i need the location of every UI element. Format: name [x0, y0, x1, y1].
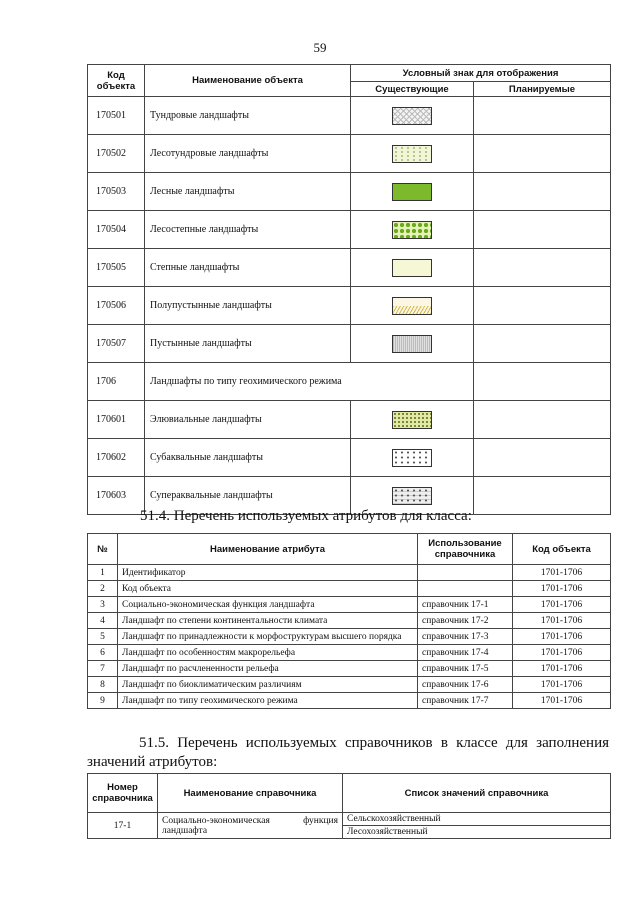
header-symbol: Условный знак для отображения	[351, 65, 611, 82]
reference-name: справочник 17-7	[418, 693, 513, 709]
legend-swatch	[392, 107, 432, 125]
table-row	[88, 325, 611, 363]
legend-swatch	[392, 297, 432, 315]
row-number: 6	[88, 645, 118, 661]
row-number: 5	[88, 629, 118, 645]
table-row	[88, 363, 611, 401]
object-code: 170502	[88, 135, 145, 173]
object-code: 170603	[88, 477, 145, 515]
row-number: 8	[88, 677, 118, 693]
reference-number: 17-1	[88, 813, 158, 839]
reference-name	[418, 581, 513, 597]
existing-symbol-cell	[351, 173, 474, 211]
existing-symbol-cell	[351, 287, 474, 325]
reference-name: справочник 17-2	[418, 613, 513, 629]
header-name: Наименование справочника	[158, 774, 343, 813]
object-code: 170503	[88, 173, 145, 211]
object-code: 1706	[88, 363, 145, 401]
header-ref: Использование справочника	[418, 534, 513, 565]
planned-symbol-cell	[474, 173, 611, 211]
table-row	[88, 597, 611, 613]
table-row	[88, 135, 611, 173]
row-number: 7	[88, 661, 118, 677]
legend-swatch	[392, 183, 432, 201]
reference-name: справочник 17-4	[418, 645, 513, 661]
object-name: Степные ландшафты	[145, 249, 351, 287]
planned-symbol-cell	[474, 135, 611, 173]
table-row	[88, 677, 611, 693]
legend-swatch	[392, 259, 432, 277]
table-row	[88, 249, 611, 287]
planned-symbol-cell	[474, 401, 611, 439]
legend-swatch	[392, 221, 432, 239]
attribute-name: Ландшафт по расчлененности рельефа	[118, 661, 418, 677]
table-row	[88, 97, 611, 135]
row-number: 3	[88, 597, 118, 613]
header-values: Список значений справочника	[343, 774, 611, 813]
attribute-name: Ландшафт по особенностям макрорельефа	[118, 645, 418, 661]
header-code: Код объекта	[88, 65, 145, 97]
object-code-range: 1701-1706	[513, 629, 611, 645]
table-row	[88, 287, 611, 325]
object-name: Пустынные ландшафты	[145, 325, 351, 363]
object-name: Лесные ландшафты	[145, 173, 351, 211]
object-code-range: 1701-1706	[513, 677, 611, 693]
legend-swatch	[392, 487, 432, 505]
reference-name: справочник 17-1	[418, 597, 513, 613]
object-code-range: 1701-1706	[513, 693, 611, 709]
object-name: Элювиальные ландшафты	[145, 401, 351, 439]
reference-name: справочник 17-6	[418, 677, 513, 693]
header-name: Наименование объекта	[145, 65, 351, 97]
object-code-range: 1701-1706	[513, 597, 611, 613]
legend-swatch	[392, 335, 432, 353]
attribute-name: Социально-экономическая функция ландшафта	[118, 597, 418, 613]
table-row	[88, 439, 611, 477]
object-name: Лесостепные ландшафты	[145, 211, 351, 249]
existing-symbol-cell	[351, 97, 474, 135]
object-code: 170602	[88, 439, 145, 477]
reference-value: Лесохозяйственный	[343, 826, 611, 839]
reference-name: справочник 17-3	[418, 629, 513, 645]
planned-symbol-cell	[474, 363, 611, 401]
attributes-table	[87, 533, 611, 709]
legend-swatch	[392, 449, 432, 467]
header-num: №	[88, 534, 118, 565]
row-number: 4	[88, 613, 118, 629]
object-code: 170504	[88, 211, 145, 249]
row-number: 2	[88, 581, 118, 597]
object-name: Лесотундровые ландшафты	[145, 135, 351, 173]
table-row	[88, 645, 611, 661]
table-row	[88, 211, 611, 249]
attribute-name: Код объекта	[118, 581, 418, 597]
existing-symbol-cell	[351, 439, 474, 477]
object-name: Супераквальные ландшафты	[145, 477, 351, 515]
legend-swatch	[392, 411, 432, 429]
existing-symbol-cell	[351, 135, 474, 173]
header-planned: Планируемые	[474, 82, 611, 97]
table-row	[88, 629, 611, 645]
header-code: Код объекта	[513, 534, 611, 565]
attribute-name: Ландшафт по принадлежности к морфоструктурам высшего порядка	[118, 629, 418, 645]
table-row	[88, 581, 611, 597]
planned-symbol-cell	[474, 477, 611, 515]
object-code: 170507	[88, 325, 145, 363]
row-number: 9	[88, 693, 118, 709]
object-code: 170505	[88, 249, 145, 287]
object-code-range: 1701-1706	[513, 613, 611, 629]
reference-name: справочник 17-5	[418, 661, 513, 677]
attribute-name: Идентификатор	[118, 565, 418, 581]
table-row	[88, 173, 611, 211]
section-heading-51-4: 51.4. Перечень используемых атрибутов для класса:	[140, 508, 472, 524]
existing-symbol-cell	[351, 211, 474, 249]
object-code: 170506	[88, 287, 145, 325]
legend-table	[87, 64, 611, 515]
planned-symbol-cell	[474, 97, 611, 135]
attribute-name: Ландшафт по степени континентальности климата	[118, 613, 418, 629]
row-number: 1	[88, 565, 118, 581]
object-code-range: 1701-1706	[513, 661, 611, 677]
object-name: Тундровые ландшафты	[145, 97, 351, 135]
table-row	[88, 401, 611, 439]
planned-symbol-cell	[474, 249, 611, 287]
table-row	[88, 613, 611, 629]
existing-symbol-cell	[351, 249, 474, 287]
attribute-name: Ландшафт по биоклиматическим различиям	[118, 677, 418, 693]
header-existing: Существующие	[351, 82, 474, 97]
header-attr: Наименование атрибута	[118, 534, 418, 565]
table-row	[88, 813, 611, 826]
object-code-range: 1701-1706	[513, 645, 611, 661]
header-num: Номер справочника	[88, 774, 158, 813]
table-row	[88, 693, 611, 709]
table-row	[88, 661, 611, 677]
object-name: Субаквальные ландшафты	[145, 439, 351, 477]
object-code: 170501	[88, 97, 145, 135]
existing-symbol-cell	[351, 325, 474, 363]
reference-name	[418, 565, 513, 581]
reference-name: Социально-экономическая функция ландшафта	[158, 813, 343, 839]
table-row	[88, 565, 611, 581]
planned-symbol-cell	[474, 287, 611, 325]
references-table	[87, 773, 611, 839]
attribute-name: Ландшафт по типу геохимического режима	[118, 693, 418, 709]
object-code-range: 1701-1706	[513, 565, 611, 581]
planned-symbol-cell	[474, 211, 611, 249]
object-name: Полупустынные ландшафты	[145, 287, 351, 325]
legend-swatch	[392, 145, 432, 163]
section-heading-51-5: 51.5. Перечень используемых справочников в классе для заполнения значений атрибутов:	[87, 735, 609, 770]
planned-symbol-cell	[474, 325, 611, 363]
object-code: 170601	[88, 401, 145, 439]
object-name: Ландшафты по типу геохимического режима	[145, 363, 474, 401]
page-number: 59	[313, 40, 327, 55]
reference-value: Сельскохозяйственный	[343, 813, 611, 826]
existing-symbol-cell	[351, 401, 474, 439]
planned-symbol-cell	[474, 439, 611, 477]
object-code-range: 1701-1706	[513, 581, 611, 597]
